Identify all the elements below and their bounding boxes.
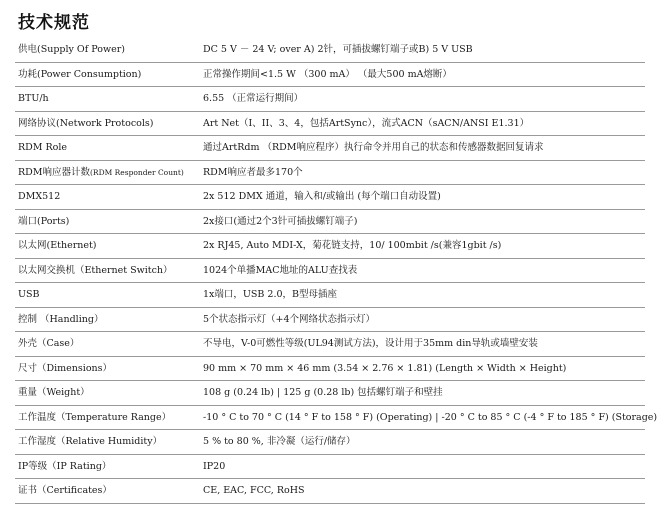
spec-value: 2x RJ45, Auto MDI-X，菊花链支持，10/ 100mbit /s(兼容1gbit /s) [203,240,502,251]
spec-label: 供电(Supply Of Power) [18,44,125,55]
spec-value: 通过ArtRdm （RDM响应程序）执行命令并用自己的状态和传感器数据回复请求 [203,142,544,153]
spec-label: 工作湿度（Relative Humidity） [18,436,163,447]
spec-value: 6.55 （正常运行期间） [203,93,304,104]
spec-row-ports [15,210,645,235]
spec-row-case [15,332,645,357]
spec-label: 以太网(Ethernet) [18,240,97,251]
spec-row-btu [15,87,645,112]
spec-label: 重量（Weight） [18,387,90,398]
spec-label-main: RDM响应器计数 [18,166,90,178]
spec-row-ethernet-switch [15,259,645,284]
spec-value: 1x端口，USB 2.0，B型母插座 [203,289,338,300]
spec-row-ip-rating [15,455,645,480]
spec-value: 不导电，V-0可燃性等级(UL94测试方法)，设计用于35mm din导轨或墙壁安装 [203,338,538,349]
spec-value: 5 % to 80 %, 非冷凝（运行/储存） [203,436,356,447]
spec-value: 2x接口(通过2个3针可插拔螺钉端子) [203,215,358,227]
spec-label: IP等级（IP Rating） [18,460,112,472]
spec-label: 尺寸（Dimensions） [18,362,113,374]
spec-label: 证书（Certificates） [18,485,112,496]
spec-label: 控制 （Handling） [18,313,104,325]
spec-label: 功耗(Power Consumption) [18,68,142,80]
spec-table [15,38,658,504]
spec-row-relative-humidity [15,430,645,455]
spec-value: 1024个单播MAC地址的ALU查找表 [203,264,358,276]
spec-label: 外壳（Case） [18,338,80,349]
spec-row-network-protocols [15,112,645,137]
spec-row-ethernet [15,234,645,259]
spec-value: RDM响应者最多170个 [203,166,303,178]
spec-label: DMX512 [18,191,61,202]
spec-value: DC 5 V － 24 V; over A) 2针，可插拔螺钉端子或B) 5 V USB [203,44,473,55]
spec-value: 5个状态指示灯（+4个网络状态指示灯） [203,313,376,325]
spec-row-rdm-responder-count [15,161,645,186]
spec-label: 以太网交换机（Ethernet Switch） [18,264,173,276]
spec-row-temperature-range [15,406,658,431]
spec-value: CE, EAC, FCC, RoHS [203,485,305,496]
spec-label: 工作温度（Temperature Range） [18,411,172,423]
spec-row-usb [15,283,645,308]
spec-row-power-consumption [15,63,645,88]
spec-row-dimensions [15,357,645,382]
spec-row-handling [15,308,645,333]
spec-value: 2x 512 DMX 通道，输入和/或输出 (每个端口自动设置) [203,191,441,202]
spec-label: BTU/h [18,93,49,104]
spec-row-certificates [15,479,645,504]
spec-value: Art Net（I、II、3、4，包括ArtSync），流式ACN（sACN/ANSI E1.31） [203,117,530,129]
page-title: 技术规范 [18,13,90,33]
spec-row-dmx512 [15,185,645,210]
spec-label: 网络协议(Network Protocols) [18,117,154,129]
spec-label: 端口(Ports) [18,215,70,227]
spec-value: 108 g (0.24 lb) | 125 g (0.28 lb) 包括螺钉端子和壁挂 [203,387,443,398]
spec-value: 90 mm × 70 mm × 46 mm (3.54 × 2.76 × 1.81) (Length × Width × Height) [203,362,567,374]
spec-row-rdm-role [15,136,645,161]
spec-row-weight [15,381,645,406]
spec-label [18,161,184,185]
spec-value: IP20 [203,460,226,472]
spec-label-sub: (RDM Responder Count) [90,167,184,177]
spec-label: RDM Role [18,142,68,153]
spec-value: 正常操作期间<1.5 W （300 mA） （最大500 mA熔断） [203,68,452,80]
spec-row-supply [15,38,645,63]
spec-label: USB [18,289,40,300]
spec-value: -10 ° C to 70 ° C (14 ° F to 158 ° F) (Operating) | -20 ° C to 85 ° C (-4 ° F to 185 ° F) (Storage) [203,411,658,423]
